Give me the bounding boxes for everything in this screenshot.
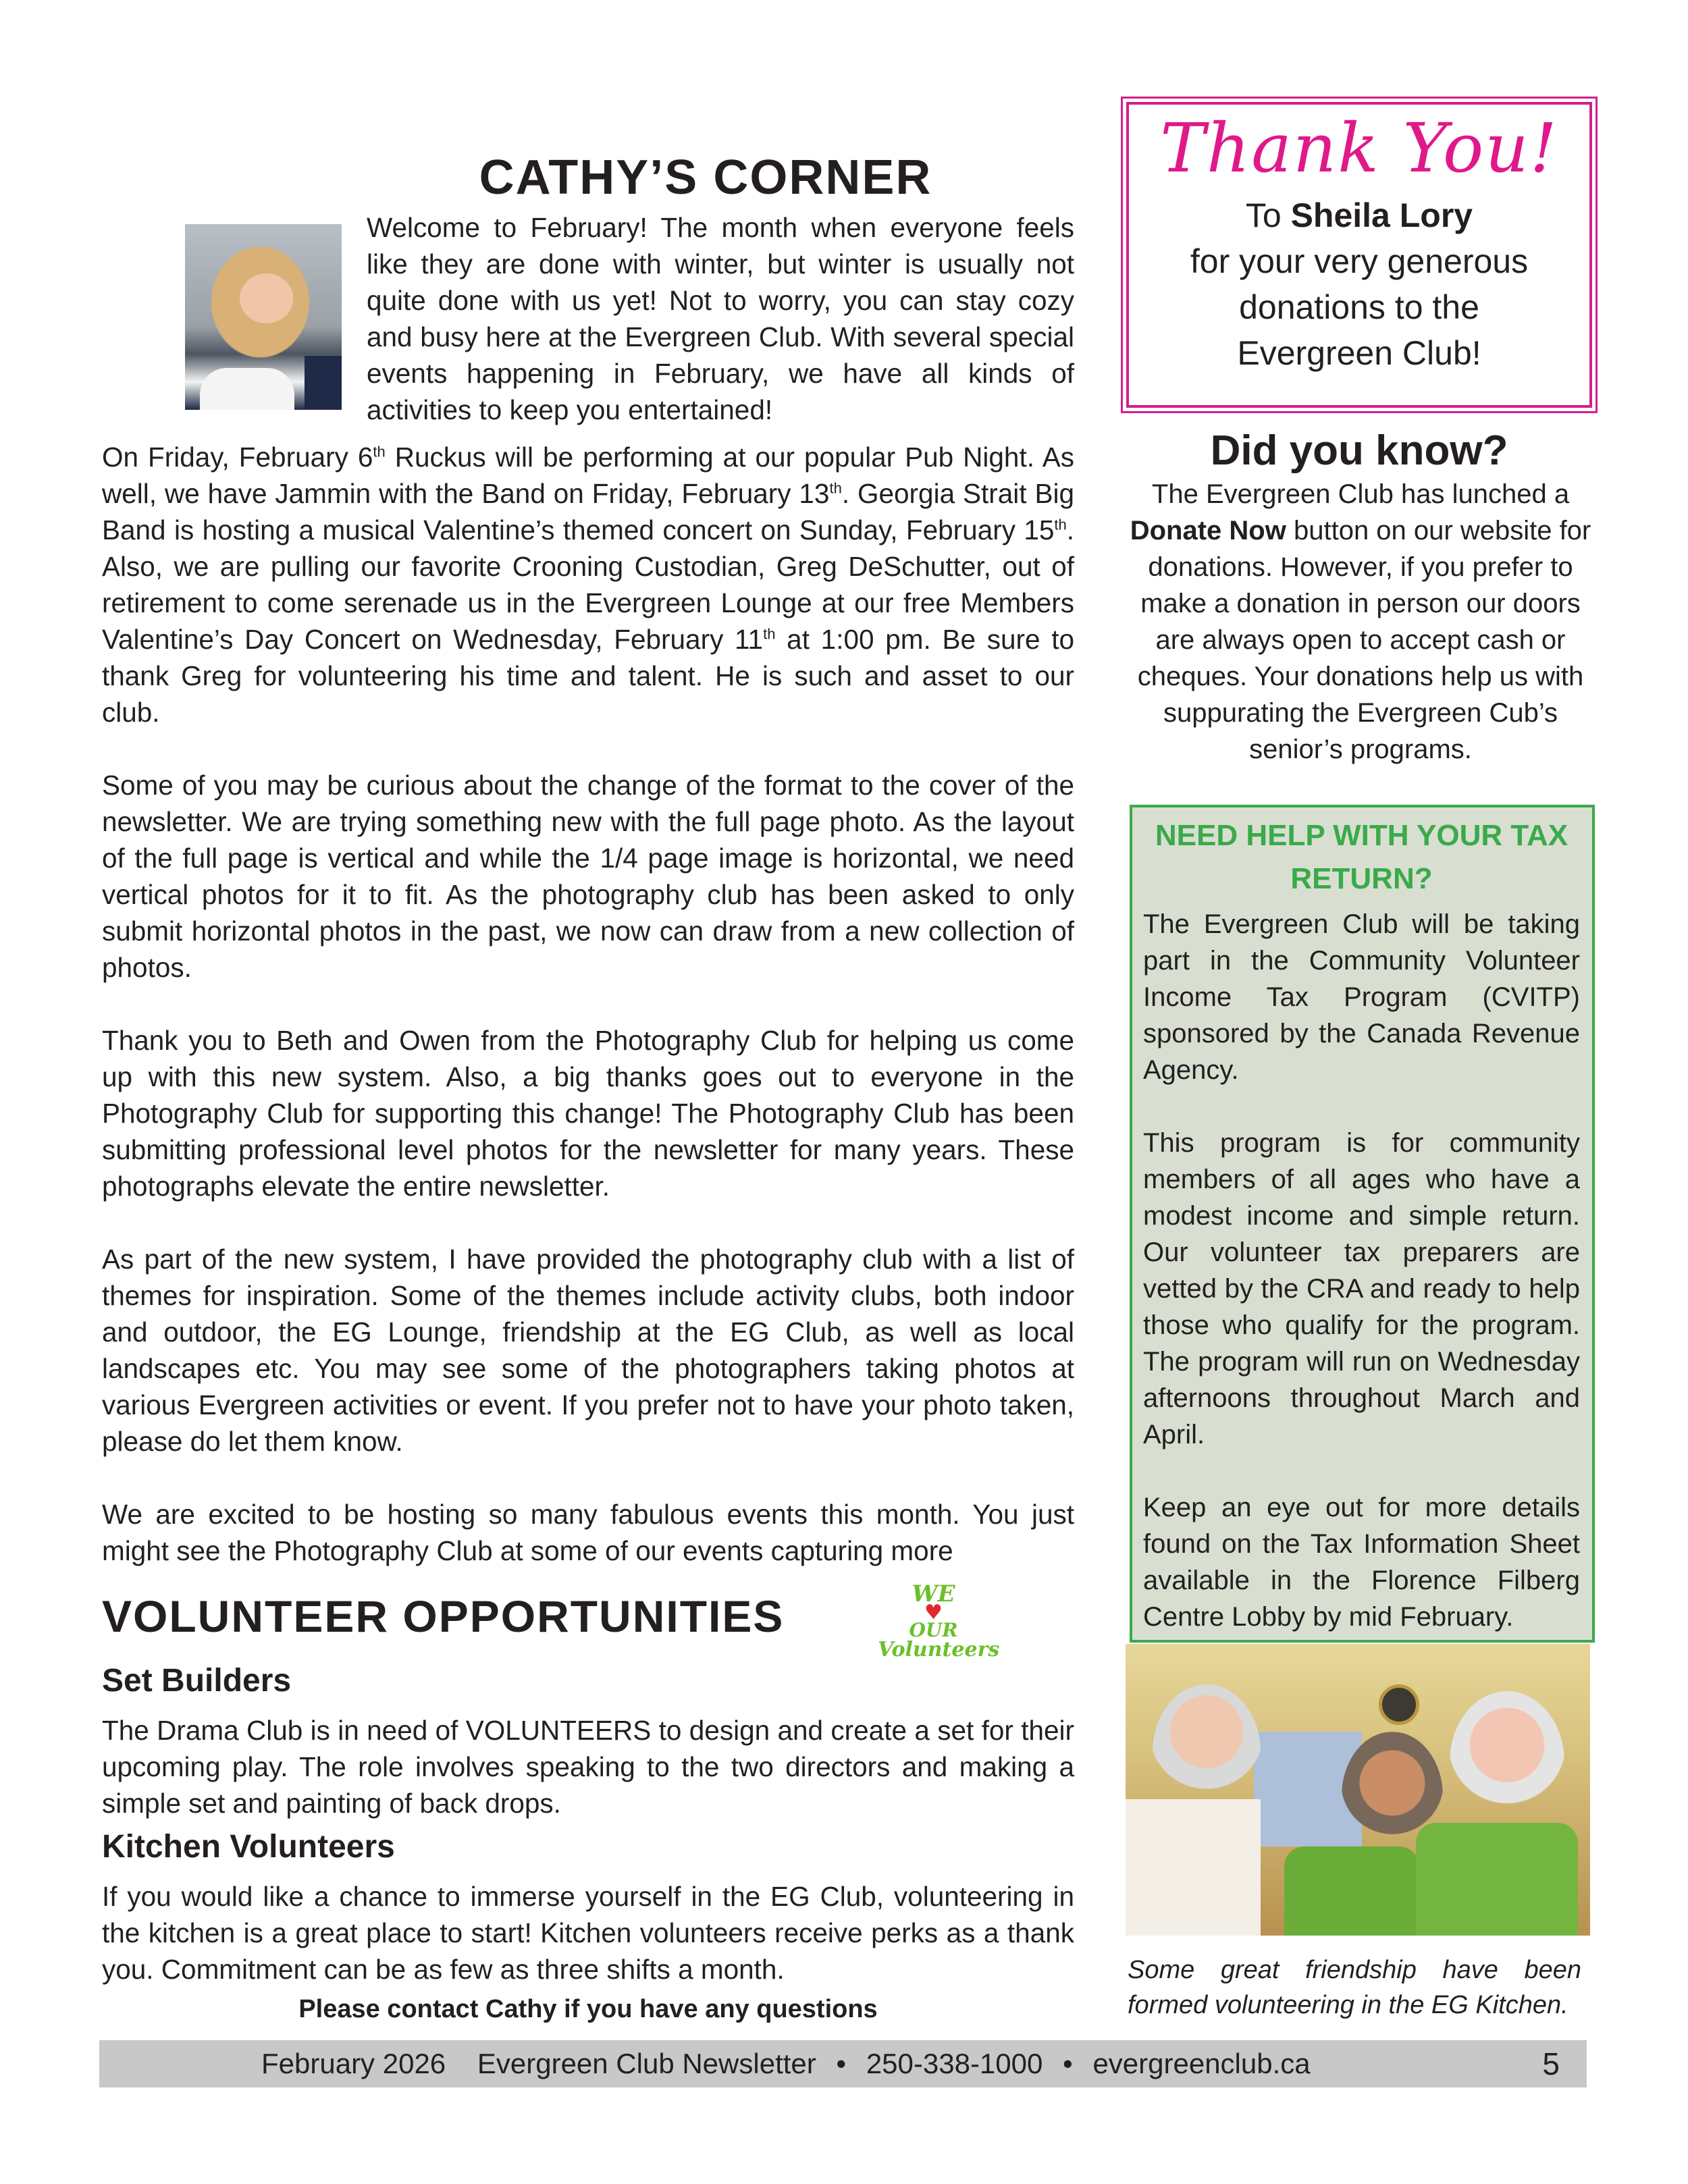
text-run: The Evergreen Club has lunched a xyxy=(1151,479,1570,509)
kitchen-volunteers-text: If you would like a chance to immerse yourself in the EG Club, volunteering in the kitchen is a great place to start! Kitchen volunteers receive perks as a thank you. Commitment can be as few as three shifts a month. xyxy=(102,1881,1074,1985)
ordinal-suffix: th xyxy=(763,625,776,643)
footer-phone: 250-338-1000 xyxy=(866,2048,1043,2079)
text-run: button on our website for donations. However, if you prefer to make a donation in person our doors are always open to accept cash or cheques. Your donations help us with suppurating the Evergreen Cub’s senior’s programs. xyxy=(1137,516,1591,764)
heart-icon: ♥ xyxy=(924,1601,943,1624)
kitchen-volunteers-heading: Kitchen Volunteers xyxy=(102,1829,395,1865)
set-builders-text: The Drama Club is in need of VOLUNTEERS to design and create a set for their upcoming play. The role involves speaking to the two directors and making a simple set and painting of back drops. xyxy=(102,1715,1074,1819)
tax-help-paragraph: This program is for community members of all ages who have a modest income and simple return. Our volunteer tax preparers are vetted by the CRA and ready to help those who qualify for the program. The program will run on Wednesday afternoons throughout March and April. xyxy=(1143,1128,1580,1449)
portrait-shirt-shape xyxy=(200,368,294,410)
cathys-corner-paragraph-themes: As part of the new system, I have provided the photography club with a list of themes for inspiration. Some of the themes include activity clubs, both indoor and outdoor, the EG Lounge, friendship at the EG Club, as well as local landscapes etc. You may see some of the photographers taking photos at various Evergreen activities or event. If you prefer not to have your photo taken, please do let them know. xyxy=(102,1244,1074,1457)
portrait-background-shape xyxy=(305,356,342,410)
donor-name: Sheila Lory xyxy=(1290,196,1473,234)
ordinal-suffix: th xyxy=(829,479,842,497)
bullet-separator-icon: • xyxy=(1063,2048,1073,2079)
ordinal-suffix: th xyxy=(1054,516,1067,533)
bullet-separator-icon: • xyxy=(836,2048,847,2079)
logo-line-volunteers: Volunteers xyxy=(878,1638,1000,1661)
cathys-corner-paragraph-events xyxy=(102,439,1074,730)
kitchen-volunteers-photo xyxy=(1126,1644,1590,1936)
text-run: Ruckus will be performing at our popular Pub Night. As well, we have Jammin with the Band on Friday, February 13 xyxy=(102,442,1074,509)
kitchen-photo-caption: Some great friendship have been formed volunteering in the EG Kitchen. xyxy=(1128,1956,1581,2019)
tax-help-title: NEED HELP WITH YOUR TAX RETURN? xyxy=(1155,819,1568,895)
photo-apron-shape xyxy=(1416,1823,1578,1936)
cathys-corner-title: CATHY’S CORNER xyxy=(479,151,932,205)
thank-you-line-3: donations to the xyxy=(1239,288,1479,326)
photo-apron-shape xyxy=(1284,1846,1419,1936)
photo-apron-shape xyxy=(1126,1799,1261,1936)
footer-publication: Evergreen Club Newsletter xyxy=(477,2048,816,2079)
cathys-corner-paragraph-thanks: Thank you to Beth and Owen from the Photography Club for helping us come up with this new system. Also, a big thanks goes out to everyone in the Photography Club for supporting this change! The Photography Club has been submitting professional level photos for the newsletter for many years. These photographs elevate the entire newsletter. xyxy=(102,1025,1074,1202)
page-footer xyxy=(99,2040,1587,2087)
volunteer-opportunities-title: VOLUNTEER OPPORTUNITIES xyxy=(102,1591,785,1641)
clock-icon xyxy=(1379,1684,1419,1725)
text-run: at 1:00 pm. Be sure to thank Greg for volunteering his time and talent. He is such and asset to our club. xyxy=(102,624,1074,728)
footer-month: February 2026 xyxy=(261,2048,446,2079)
photo-person-shape xyxy=(1450,1691,1564,1833)
did-you-know-text xyxy=(1128,476,1593,768)
ordinal-suffix: th xyxy=(373,443,386,460)
set-builders-heading: Set Builders xyxy=(102,1663,292,1699)
photo-person-shape xyxy=(1153,1684,1261,1819)
tax-help-box xyxy=(1130,805,1595,1643)
text-run: . Also, we are pulling our favorite Crooning Custodian, Greg DeSchutter, out of retirement to come serenade us in the Evergreen Lounge at our free Members Valentine’s Day Concert on Wednesday, February 11 xyxy=(102,514,1074,655)
text-run: . Georgia Strait Big Band is hosting a musical Valentine’s themed concert on Sunday, February 15 xyxy=(102,478,1074,545)
we-love-our-volunteers-logo xyxy=(878,1580,1000,1664)
thank-you-inner-border xyxy=(1126,102,1592,408)
did-you-know-title: Did you know? xyxy=(1210,427,1508,474)
donate-now-emphasis: Donate Now xyxy=(1130,516,1286,545)
thank-you-line-2: for your very generous xyxy=(1190,242,1529,280)
thank-you-box xyxy=(1121,97,1598,413)
footer-website-link[interactable]: evergreenclub.ca xyxy=(1092,2048,1311,2079)
thank-you-script-heading: Thank You! xyxy=(1160,109,1558,188)
thank-you-recipient xyxy=(1129,192,1589,238)
cathys-corner-intro: Welcome to February! The month when everyone feels like they are done with winter, but winter is usually not quite done with us yet! Not to worry, you can stay cozy and busy here at the Evergreen Club. With several special events happening in February, we have all kinds of activities to keep you entertained! xyxy=(367,212,1074,425)
cathy-portrait-photo xyxy=(185,224,342,410)
thank-you-to-label: To xyxy=(1245,196,1291,234)
text-run: On Friday, February 6 xyxy=(102,442,373,473)
page-number: 5 xyxy=(1542,2046,1560,2081)
logo-line-our: OUR xyxy=(909,1619,958,1641)
cathys-corner-paragraph-closing: We are excited to be hosting so many fabulous events this month. You just might see the Photography Club at some of our events capturing more xyxy=(102,1499,1074,1566)
cathys-corner-paragraph-format: Some of you may be curious about the change of the format to the cover of the newsletter. We are trying something new with the full page photo. As the layout of the full page is vertical and while the 1/4 page image is horizontal, we need vertical photos for it to fit. As the photography club has been asked to only submit horizontal photos in the past, we now can draw from a new collection of photos. xyxy=(102,770,1074,983)
footer-text xyxy=(261,2040,1311,2087)
thank-you-line-4: Evergreen Club! xyxy=(1237,334,1481,372)
contact-cathy-note: Please contact Cathy if you have any questions xyxy=(298,1995,878,2023)
tax-help-paragraph: The Evergreen Club will be taking part in the Community Volunteer Income Tax Program (CVITP) sponsored by the Canada Revenue Agency. xyxy=(1143,909,1580,1085)
tax-help-paragraph: Keep an eye out for more details found on the Tax Information Sheet available in the Florence Filberg Centre Lobby by mid February. xyxy=(1143,1493,1580,1632)
logo-line-we: WE xyxy=(912,1580,955,1607)
